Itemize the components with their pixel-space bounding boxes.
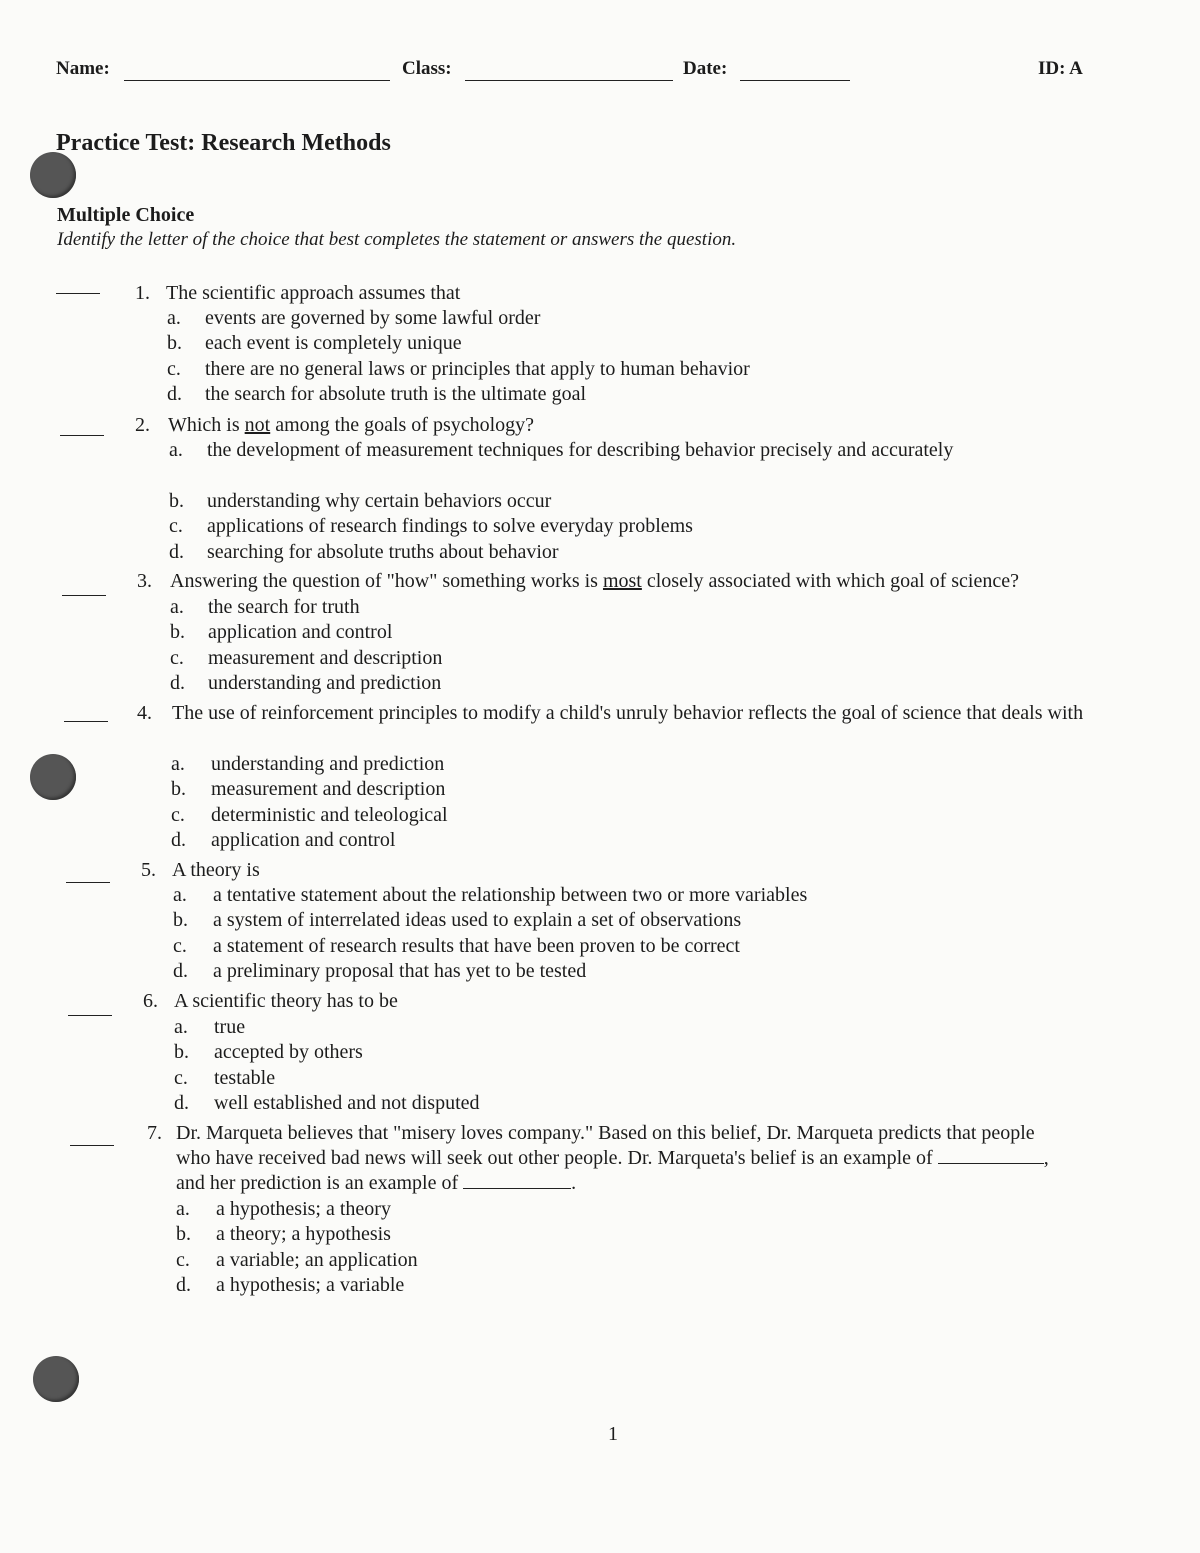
name-field[interactable] (124, 80, 390, 81)
question-stem: A scientific theory has to be (174, 990, 398, 1012)
header-row (56, 58, 1146, 88)
question-number: 2. (135, 414, 150, 436)
question-number: 4. (137, 702, 152, 724)
question-number: 7. (147, 1122, 162, 1144)
question-number: 6. (143, 990, 158, 1012)
question-stem: Answering the question of "how" something works is most closely associated with which goal of science? (170, 570, 1019, 592)
answer-blank-1[interactable] (56, 281, 100, 294)
question-number: 5. (141, 859, 156, 881)
binder-hole-bottom (33, 1356, 79, 1402)
section-heading: Multiple Choice (57, 204, 195, 226)
class-field[interactable] (465, 80, 673, 81)
page-number: 1 (608, 1423, 618, 1445)
fill-in-blank-1[interactable] (938, 1147, 1044, 1164)
answer-blank-4[interactable] (64, 709, 108, 722)
section-instructions: Identify the letter of the choice that best completes the statement or answers the question. (57, 229, 737, 250)
date-label: Date: (683, 58, 728, 79)
question-number: 1. (135, 282, 150, 304)
answer-blank-5[interactable] (66, 870, 110, 883)
class-label: Class: (402, 58, 452, 79)
fill-in-blank-2[interactable] (463, 1172, 571, 1189)
answer-blank-2[interactable] (60, 423, 104, 436)
question-stem: Dr. Marqueta believes that "misery loves company." Based on this belief, Dr. Marqueta predicts that people who have received bad news will seek out other people. Dr. Marqueta's belief is an example of , and her prediction is an example of . (176, 1122, 1049, 1194)
binder-hole-middle (30, 754, 76, 800)
binder-hole-top (30, 152, 76, 198)
answer-blank-6[interactable] (68, 1003, 112, 1016)
answer-blank-3[interactable] (62, 583, 106, 596)
question-stem: The scientific approach assumes that (166, 282, 461, 304)
question-number: 3. (137, 570, 152, 592)
question-stem: Which is not among the goals of psychology? (168, 414, 535, 436)
name-label: Name: (56, 58, 110, 79)
date-field[interactable] (740, 80, 850, 81)
answer-blank-7[interactable] (70, 1133, 114, 1146)
id-label: ID: A (1038, 58, 1083, 79)
question-stem: The use of reinforcement principles to modify a child's unruly behavior reflects the goal of science that deals with (172, 702, 1084, 724)
question-stem: A theory is (172, 859, 260, 881)
page-title: Practice Test: Research Methods (56, 130, 391, 156)
